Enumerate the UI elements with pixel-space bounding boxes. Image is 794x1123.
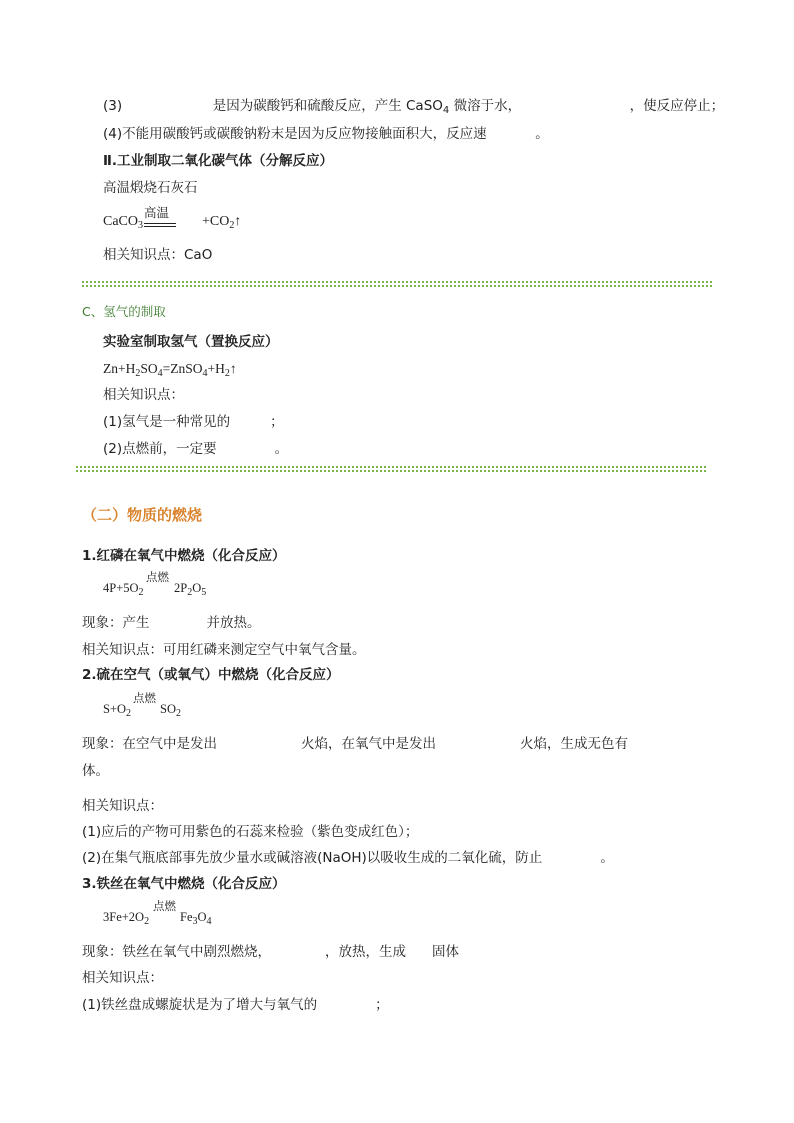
text-segment: 是因为碳酸钙和硫酸反应，产生 CaSO	[212, 98, 443, 114]
phenomenon-line: 体。	[82, 763, 109, 779]
text-line-3	[103, 97, 724, 115]
phenomenon-line: 现象：在空气中是发出 火焰，在氧气中是发出 火焰，生成无色有	[82, 736, 628, 752]
text-line: 高温煅烧石灰石	[103, 180, 198, 196]
section-heading: 实验室制取氢气（置换反应）	[103, 334, 279, 350]
phenomenon-line: 现象：产生 并放热。	[82, 615, 261, 631]
reaction-condition: 高温	[144, 205, 170, 220]
item-heading: 3.铁丝在氧气中燃烧（化合反应）	[82, 876, 286, 892]
equation-product: $SO_2$	[160, 702, 181, 719]
chemical-equation: $S+O_2$	[103, 702, 132, 719]
section-divider	[76, 470, 706, 472]
reaction-condition: 点燃	[133, 691, 156, 705]
reaction-condition: 点燃	[153, 899, 176, 913]
text-segment: (4)不能用碳酸钙或碳酸钠粉末是因为反应物接触面积大，反应速	[103, 126, 487, 142]
section-divider	[82, 285, 712, 287]
phenomenon-line: 现象：铁丝在氧气中剧烈燃烧， ，放热，生成 固体	[82, 944, 459, 960]
knowledge-line: 相关知识点：	[82, 970, 163, 986]
section-divider	[82, 281, 712, 283]
knowledge-item: (1)铁丝盘成螺旋状是为了增大与氧气的 ；	[82, 997, 389, 1013]
chemical-equation: $3Fe+2O_2$	[103, 910, 150, 927]
reaction-arrow	[144, 223, 176, 227]
item-heading: 2.硫在空气（或氧气）中燃烧（化合反应）	[82, 667, 340, 683]
equation-product: $Fe_3O_4$	[180, 910, 212, 927]
section-divider	[76, 466, 706, 468]
knowledge-line: 相关知识点：CaO	[103, 247, 213, 263]
chemical-equation: $Zn+H_2SO_4=ZnSO_4+H_2↑$	[103, 361, 237, 379]
knowledge-line: 相关知识点：可用红磷来测定空气中氧气含量。	[82, 642, 366, 658]
equation-product: $+CO_2↑$	[202, 214, 242, 231]
reaction-condition: 点燃	[146, 570, 169, 584]
text-segment: 微溶于水，	[453, 98, 522, 114]
knowledge-line: 相关知识点：	[82, 798, 163, 814]
text-segment: ，使反应停止；	[629, 98, 725, 114]
knowledge-item: (1)应后的产物可用紫色的石蕊来检验（紫色变成红色）；	[82, 824, 419, 840]
knowledge-item: (2)在集气瓶底部事先放少量水或碱溶液(NaOH)以吸收生成的二氧化硫，防止 。	[82, 850, 614, 866]
chemical-equation: $4P+5O_2$	[103, 581, 144, 598]
knowledge-item: (1)氢气是一种常见的 ；	[103, 414, 284, 430]
section-heading: Ⅱ.工业制取二氧化碳气体（分解反应）	[103, 153, 334, 169]
item-number: (3)	[103, 98, 123, 114]
knowledge-line: 相关知识点：	[103, 387, 184, 403]
equation-product: $2P_2O_5$	[174, 581, 207, 598]
section-title: C、氢气的制取	[82, 304, 166, 319]
text-segment: 。	[535, 126, 549, 142]
subscript: 4	[442, 105, 450, 116]
item-heading: 1.红磷在氧气中燃烧（化合反应）	[82, 548, 286, 564]
chemical-equation: CaCO$_3$	[103, 214, 143, 231]
text-line-4	[103, 125, 549, 143]
chapter-heading: （二）物质的燃烧	[82, 506, 203, 524]
knowledge-item: (2)点燃前，一定要 。	[103, 441, 289, 457]
